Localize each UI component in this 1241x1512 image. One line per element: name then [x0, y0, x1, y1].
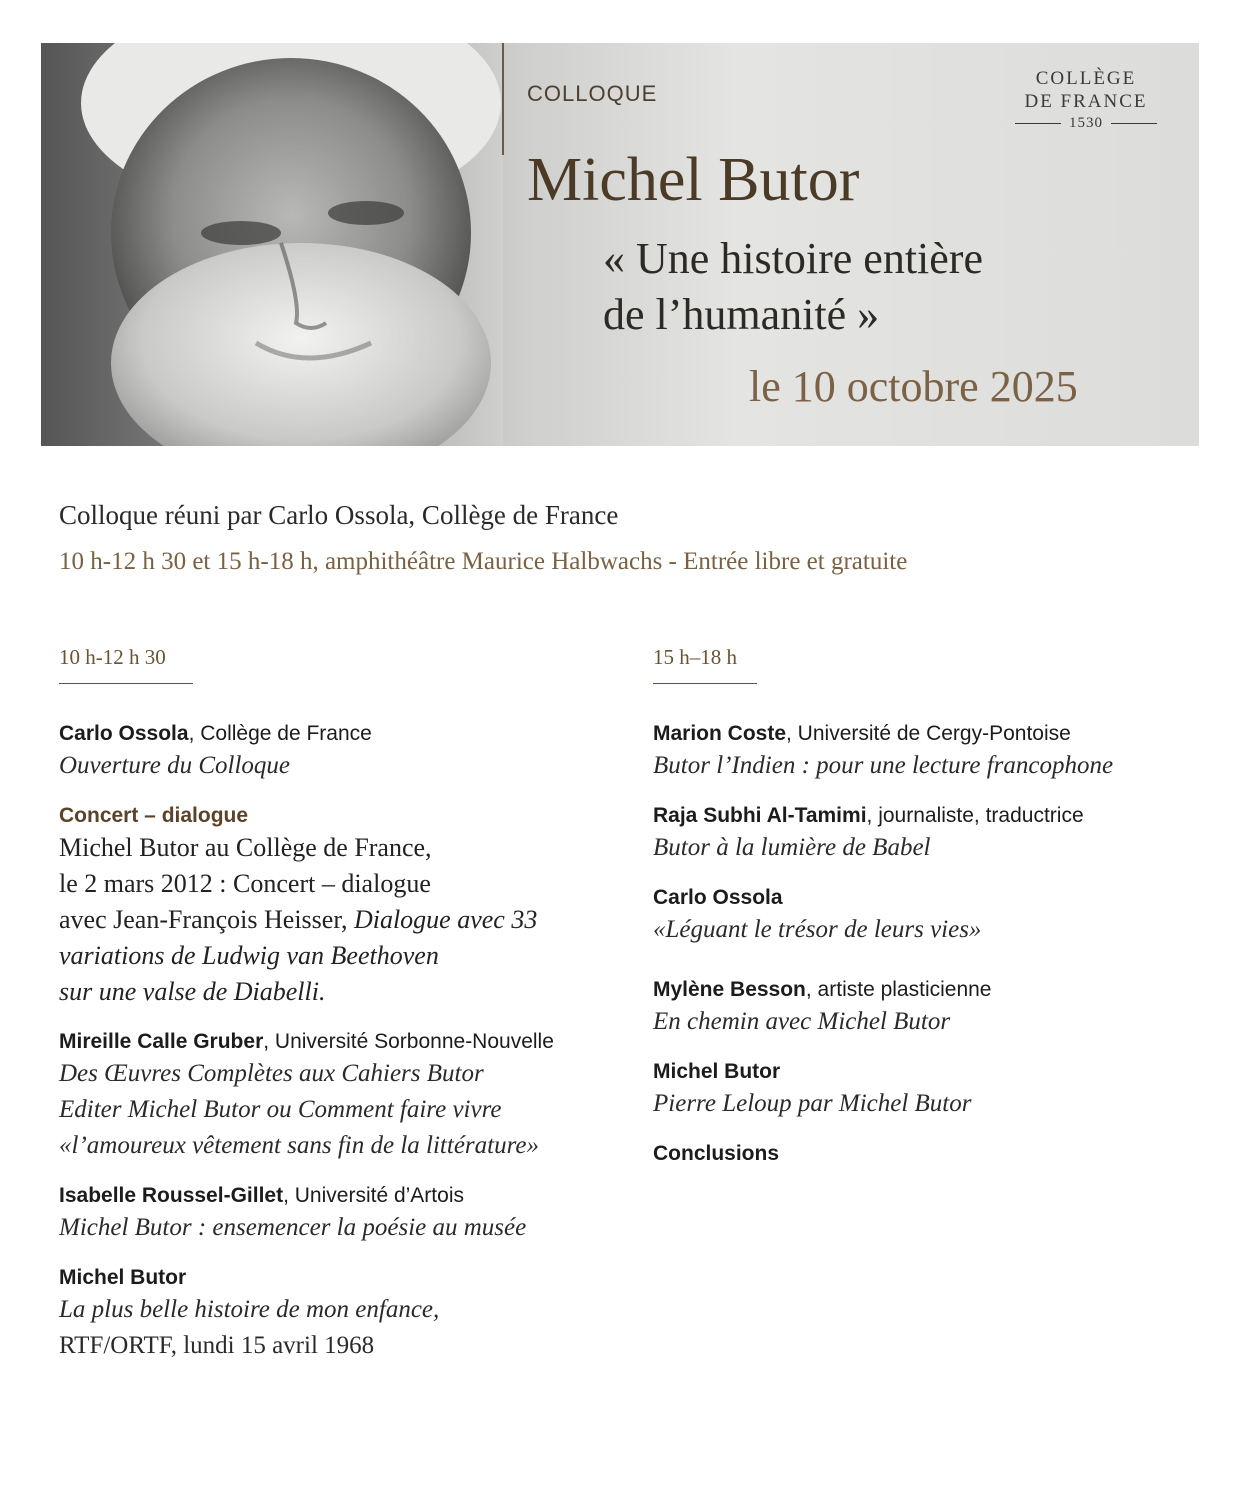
- logo-line-1: COLLÈGE: [1035, 68, 1137, 89]
- logo-rule-right: [1111, 123, 1157, 124]
- concert-description: [59, 830, 619, 1010]
- program-entry: [653, 976, 1213, 1040]
- speaker: [653, 884, 1213, 912]
- speaker-name: Michel Butor: [59, 1266, 187, 1289]
- talk-title: «Léguant le trésor de leurs vies»: [653, 916, 982, 943]
- concert-work-title: sur une valse de Diabelli.: [59, 977, 326, 1006]
- afternoon-time-slot: 15 h–18 h: [653, 645, 737, 669]
- speaker-affiliation: , Université d’Artois: [283, 1184, 464, 1207]
- concert-line-part: avec Jean-François Heisser,: [59, 905, 354, 934]
- logo-line-2: DE FRANCE: [1024, 91, 1148, 112]
- speaker: [59, 720, 619, 748]
- portrait-photo: [41, 43, 503, 446]
- concert-line: [59, 974, 619, 1010]
- program-entry: [653, 720, 1213, 784]
- program-entry: [59, 1182, 619, 1246]
- banner-divider: [502, 43, 504, 155]
- speaker-affiliation: , Université Sorbonne-Nouvelle: [263, 1030, 554, 1053]
- speaker: [653, 1058, 1213, 1086]
- speaker-name: Mylène Besson: [653, 978, 806, 1001]
- speaker-affiliation: , Collège de France: [188, 722, 372, 745]
- speaker-name: Raja Subhi Al-Tamimi: [653, 804, 867, 827]
- program-entry: [653, 802, 1213, 866]
- event-type-tag: COLLOQUE: [527, 81, 658, 106]
- morning-program: [59, 720, 619, 1364]
- concert-label: Concert – dialogue: [59, 804, 249, 827]
- talk-title: Ouverture du Colloque: [59, 752, 290, 779]
- speaker: [59, 1028, 619, 1056]
- morning-session: [59, 645, 619, 1382]
- event-banner: [41, 43, 1199, 446]
- speaker: [653, 1140, 1213, 1168]
- speaker-name: Michel Butor: [653, 1060, 781, 1083]
- talk-title: Editer Michel Butor ou Comment faire vivre: [59, 1096, 502, 1123]
- event-title: Michel Butor: [527, 146, 860, 214]
- morning-time-slot: 10 h-12 h 30: [59, 645, 166, 669]
- subtitle-line-2: de l’humanité »: [603, 290, 880, 339]
- logo-year: 1530: [1069, 115, 1103, 131]
- talk-title: Butor à la lumière de Babel: [653, 834, 931, 861]
- event-date: le 10 octobre 2025: [749, 362, 1078, 411]
- talk-broadcast-info: RTF/ORTF, lundi 15 avril 1968: [59, 1332, 375, 1359]
- speaker-name: Marion Coste: [653, 722, 787, 745]
- speaker-name: Mireille Calle Gruber: [59, 1030, 264, 1053]
- speaker-affiliation: , Université de Cergy-Pontoise: [786, 722, 1071, 745]
- subtitle-line-1: « Une histoire entière: [603, 234, 983, 283]
- speaker-affiliation: , artiste plasticienne: [805, 978, 992, 1001]
- logo-year-row: [1006, 115, 1166, 132]
- concert-line: le 2 mars 2012 : Concert – dialogue: [59, 869, 431, 898]
- speaker: [59, 1264, 619, 1292]
- speaker-name: Carlo Ossola: [653, 886, 783, 909]
- program-entry: [59, 720, 619, 784]
- college-de-france-logo: [1006, 67, 1166, 132]
- afternoon-session: [653, 645, 1213, 1186]
- afternoon-program: [653, 720, 1213, 1168]
- speaker-name: Carlo Ossola: [59, 722, 189, 745]
- speaker: [653, 802, 1213, 830]
- speaker: [59, 1182, 619, 1210]
- speaker: [653, 976, 1213, 1004]
- talk-title: «l’amoureux vêtement sans fin de la littérature»: [59, 1132, 539, 1159]
- concert-work-title: variations de Ludwig van Beethoven: [59, 941, 439, 970]
- talk-title: Des Œuvres Complètes aux Cahiers Butor: [59, 1060, 484, 1087]
- program-entry: [59, 1264, 619, 1364]
- program-entry-concert: [59, 802, 619, 1010]
- concert-line: [59, 902, 619, 938]
- talk-title: En chemin avec Michel Butor: [653, 1008, 951, 1035]
- speaker: [653, 720, 1213, 748]
- venue-info: 10 h-12 h 30 et 15 h-18 h, amphithéâtre Maurice Halbwachs - Entrée libre et gratuite: [59, 548, 908, 575]
- program-entry: [653, 1140, 1213, 1168]
- concert-line: Michel Butor au Collège de France,: [59, 833, 432, 862]
- concert-work-title: Dialogue avec 33: [353, 905, 538, 934]
- speaker-affiliation: , journaliste, traductrice: [866, 804, 1084, 827]
- conclusions-label: Conclusions: [653, 1142, 780, 1165]
- program-entry: [653, 1058, 1213, 1122]
- slot-underline: [59, 683, 193, 684]
- organizer-line: Colloque réuni par Carlo Ossola, Collège de France: [59, 500, 619, 530]
- program-entry: [59, 1028, 619, 1164]
- program-entry: [653, 884, 1213, 948]
- logo-rule-left: [1015, 123, 1061, 124]
- talk-title: Michel Butor : ensemencer la poésie au musée: [59, 1214, 527, 1241]
- event-subtitle: [603, 231, 983, 343]
- talk-title: La plus belle histoire de mon enfance,: [59, 1296, 440, 1323]
- concert-line: [59, 938, 619, 974]
- talk-title: Butor l’Indien : pour une lecture francophone: [653, 752, 1114, 779]
- slot-underline: [653, 683, 757, 684]
- talk-title: Pierre Leloup par Michel Butor: [653, 1090, 972, 1117]
- speaker-name: Isabelle Roussel-Gillet: [59, 1184, 284, 1207]
